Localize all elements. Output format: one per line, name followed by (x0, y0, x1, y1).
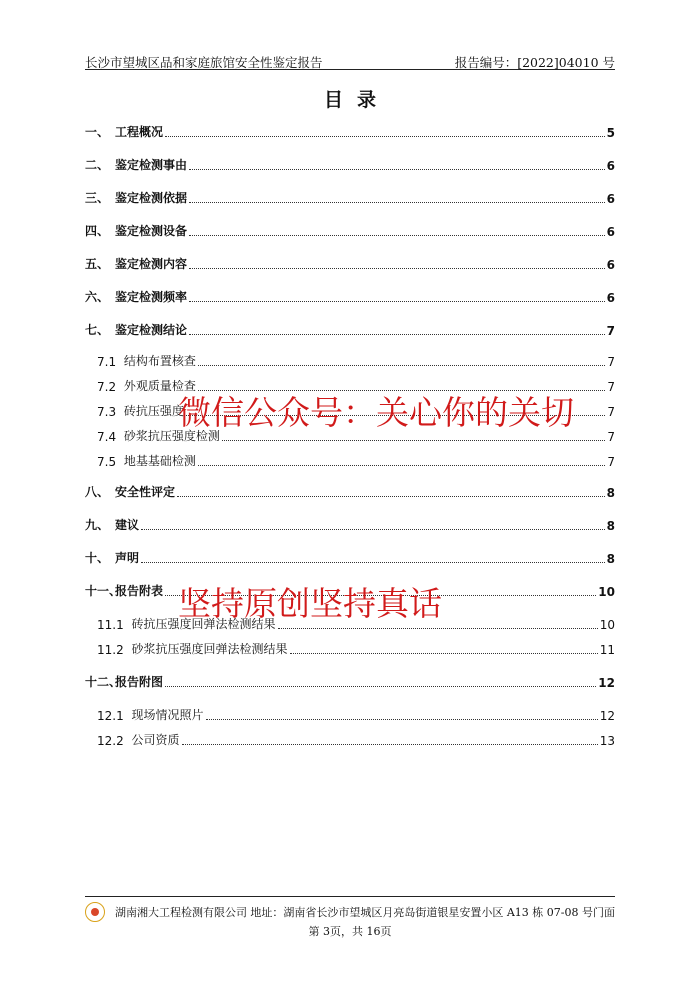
toc-dot-leader (189, 268, 605, 269)
toc-entry[interactable] (85, 157, 615, 173)
toc-entry-number: 五、 (85, 257, 110, 271)
toc-entry-title: 外观质量检查 (123, 379, 196, 393)
toc-entry-number: 7.1 (97, 355, 120, 369)
toc-entry[interactable] (85, 223, 615, 239)
toc-entry-number: 二、 (85, 158, 110, 172)
toc-entry-number: 一、 (85, 125, 110, 139)
toc-dot-leader (189, 235, 605, 236)
toc-entry-number: 7.5 (97, 455, 120, 469)
company-logo-icon (85, 902, 105, 922)
report-title-header: 长沙市望城区品和家庭旅馆安全性鉴定报告 (85, 55, 323, 70)
toc-entry-page: 7 (607, 355, 615, 369)
toc-entry-page: 8 (606, 552, 615, 566)
toc-dot-leader (290, 653, 598, 654)
toc-entry-title: 安全性评定 (115, 485, 176, 499)
toc-entry[interactable] (85, 484, 615, 500)
toc-entry-number: 八、 (85, 485, 110, 499)
toc-entry[interactable] (85, 550, 615, 566)
toc-subentry[interactable] (85, 353, 615, 369)
toc-entry[interactable] (85, 190, 615, 206)
toc-entry-number: 三、 (85, 191, 110, 205)
company-address: 地址：湖南省长沙市望城区月亮岛街道银星安置小区 A13 栋 07-08 号门面 (250, 906, 615, 919)
toc-subentry[interactable] (85, 641, 615, 657)
toc-entry-title: 鉴定检测结论 (115, 323, 188, 337)
watermark-wechat: 微信公众号：关心你的关切 (178, 393, 574, 432)
toc-entry-title: 公司资质 (131, 733, 180, 747)
toc-entry-page: 10 (598, 585, 615, 599)
toc-entry-title: 报告附表 (115, 584, 164, 598)
toc-entry-number: 六、 (85, 290, 110, 304)
toc-entry-number: 七、 (85, 323, 110, 337)
toc-entry-page: 6 (606, 291, 615, 305)
toc-entry-title: 鉴定检测内容 (115, 257, 188, 271)
report-header (85, 53, 615, 69)
toc-dot-leader (165, 136, 605, 137)
toc-dot-leader (189, 334, 605, 335)
toc-entry-number: 十、 (85, 551, 110, 565)
toc-entry-page: 6 (606, 192, 615, 206)
toc-dot-leader (189, 169, 605, 170)
toc-entry-page: 13 (599, 734, 615, 748)
watermark-slogan: 坚持原创坚持真话 (178, 584, 442, 623)
toc-entry-number: 11.2 (97, 643, 128, 657)
toc-entry-page: 6 (606, 225, 615, 239)
toc-entry-page: 7 (607, 455, 615, 469)
toc-entry-page: 6 (606, 258, 615, 272)
toc-entry[interactable] (85, 124, 615, 140)
toc-subentry[interactable] (85, 732, 615, 748)
toc-entry-page: 8 (606, 519, 615, 533)
toc-entry-title: 砂浆抗压强度回弹法检测结果 (131, 642, 288, 656)
toc-entry-number: 十二、 (85, 675, 122, 689)
report-footer (85, 902, 615, 922)
page-number: 第 3页，共 16页 (308, 925, 392, 938)
toc-dot-leader (206, 719, 598, 720)
toc-entry-title: 砖抗压强度 (123, 404, 184, 418)
toc-dot-leader (141, 529, 605, 530)
toc-entry-title: 鉴定检测事由 (115, 158, 188, 172)
toc-entry-page: 7 (607, 405, 615, 419)
toc-entry[interactable] (85, 322, 615, 338)
toc-entry-title: 鉴定检测频率 (115, 290, 188, 304)
toc-dot-leader (198, 465, 605, 466)
toc-entry-page: 11 (599, 643, 615, 657)
toc-entry[interactable] (85, 289, 615, 305)
toc-entry-title: 地基基础检测 (123, 454, 196, 468)
toc-dot-leader (141, 562, 605, 563)
report-number: 报告编号：[2022]04010 号 (454, 55, 615, 70)
toc-entry-number: 九、 (85, 518, 110, 532)
toc-entry-title: 结构布置核查 (123, 354, 196, 368)
toc-entry-page: 12 (599, 709, 615, 723)
toc-entry-title: 建议 (115, 518, 140, 532)
header-divider (85, 69, 615, 70)
toc-entry-page: 7 (606, 324, 615, 338)
toc-dot-leader (222, 440, 605, 441)
toc-entry-number: 7.3 (97, 405, 120, 419)
company-name: 湖南湘大工程检测有限公司 (115, 906, 247, 919)
toc-entry-title: 现场情况照片 (131, 708, 204, 722)
page-title: 目录 (323, 89, 390, 111)
toc-entry-page: 8 (606, 486, 615, 500)
toc-dot-leader (182, 744, 598, 745)
toc-dot-leader (198, 365, 605, 366)
toc-entry[interactable] (85, 674, 615, 690)
toc-entry-page: 10 (599, 618, 615, 632)
toc-dot-leader (278, 628, 598, 629)
toc-entry-page: 12 (598, 676, 615, 690)
toc-entry-title: 鉴定检测依据 (115, 191, 188, 205)
toc-dot-leader (165, 686, 596, 687)
toc-entry-page: 6 (606, 159, 615, 173)
toc-entry-page: 5 (606, 126, 615, 140)
footer-divider (85, 896, 615, 897)
toc-subentry[interactable] (85, 453, 615, 469)
toc-dot-leader (189, 202, 605, 203)
toc-entry-number: 7.2 (97, 380, 120, 394)
toc-entry-title: 鉴定检测设备 (115, 224, 188, 238)
toc-entry-number: 四、 (85, 224, 110, 238)
toc-entry-page: 7 (607, 430, 615, 444)
toc-entry-number: 7.4 (97, 430, 120, 444)
toc-dot-leader (189, 301, 605, 302)
toc-entry-number: 十一、 (85, 584, 122, 598)
toc-entry[interactable] (85, 517, 615, 533)
toc-entry-title: 砂浆抗压强度检测 (123, 429, 220, 443)
toc-entry-title: 工程概况 (115, 125, 164, 139)
toc-subentry[interactable] (85, 707, 615, 723)
toc-entry[interactable] (85, 256, 615, 272)
toc-dot-leader (177, 496, 605, 497)
toc-entry-number: 12.2 (97, 734, 128, 748)
toc-entry-page: 7 (607, 380, 615, 394)
toc-entry-title: 报告附图 (115, 675, 164, 689)
toc-entry-title: 声明 (115, 551, 140, 565)
toc-entry-number: 12.1 (97, 709, 128, 723)
toc-entry-title: 砖抗压强度回弹法检测结果 (131, 617, 276, 631)
toc-entry-number: 11.1 (97, 618, 128, 632)
